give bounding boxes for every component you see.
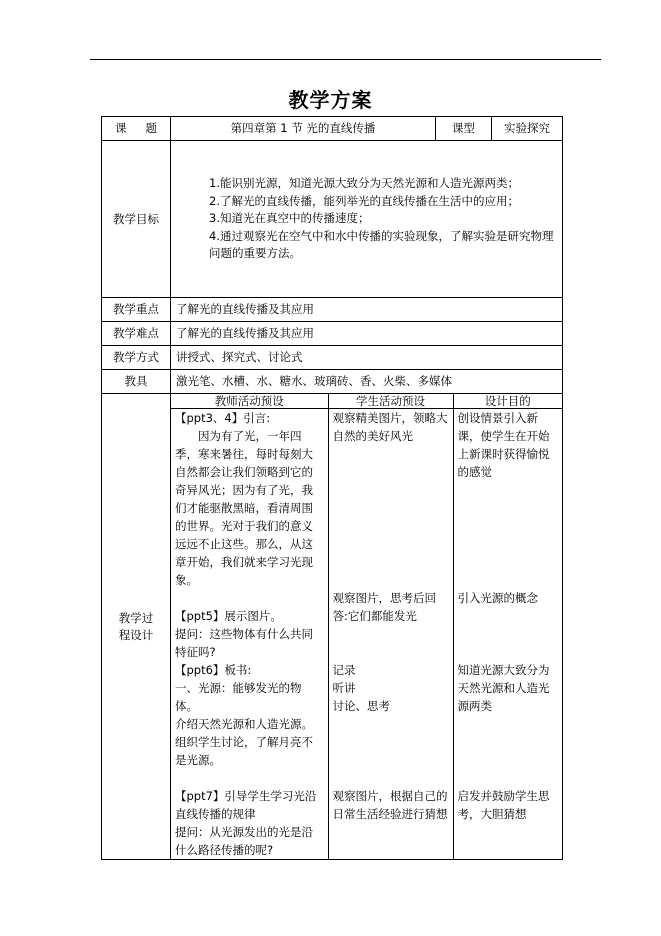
teacher-step-3-line: 组织学生讨论，了解月亮不是光源。 — [175, 735, 313, 767]
process-body-row — [171, 409, 562, 860]
design-purposes — [453, 409, 562, 860]
process-table — [171, 394, 562, 859]
document-title: 教学方案 — [288, 88, 373, 112]
student-step-3-line: 听讲 — [332, 681, 356, 695]
difficulty-row — [102, 322, 563, 346]
student-step-2: 观察图片，思考后回答:它们都能发光 — [332, 591, 436, 623]
key-point-row — [102, 298, 563, 322]
teacher-step-2-heading: 【ppt5】展示图片。 — [175, 609, 282, 623]
objective-item: 2.了解光的直线传播，能列举光的直线传播在生活中的应用； — [209, 193, 519, 208]
teacher-step-1-heading: 【ppt3、4】引言: — [175, 411, 271, 425]
objectives-list — [171, 141, 563, 298]
objectives-label: 教学目标 — [102, 141, 171, 298]
difficulty-label: 教学难点 — [102, 322, 171, 346]
objective-item: 3.知道光在真空中的传播速度； — [209, 211, 370, 225]
tools-row — [102, 370, 563, 394]
teacher-step-4-heading: 【ppt7】引导学生学习光沿直线传播的规律 — [175, 789, 317, 821]
key-point-label: 教学重点 — [102, 298, 171, 322]
teacher-step-2-question: 提问：这些物体有什么共同特征吗? — [175, 627, 313, 659]
header-rule — [90, 59, 601, 60]
teacher-column-header: 教师活动预设 — [171, 394, 328, 409]
student-column-header: 学生活动预设 — [328, 394, 453, 409]
teacher-step-4-question: 提问：从光源发出的光是沿什么路径传播的呢? — [175, 825, 313, 857]
student-step-3-line: 记录 — [332, 663, 356, 677]
objectives-row — [102, 141, 563, 298]
type-value: 实验探究 — [492, 117, 563, 141]
type-label: 课型 — [436, 117, 492, 141]
student-step-3-line: 讨论、思考 — [332, 699, 390, 713]
difficulty-value: 了解光的直线传播及其应用 — [171, 322, 563, 346]
tools-value: 激光笔、水槽、水、糖水、玻璃砖、香、火柴、多媒体 — [171, 370, 563, 394]
lesson-plan-table — [101, 116, 563, 860]
topic-row — [102, 117, 563, 141]
method-value: 讲授式、探究式、讨论式 — [171, 346, 563, 370]
method-row — [102, 346, 563, 370]
tools-label: 教具 — [102, 370, 171, 394]
teacher-step-1-text: 因为有了光，一年四季，寒来暑往，每时每刻大自然都会让我们领略到它的奇异风光；因为有了光，我们才能驱散黑暗，看清周围的世界。光对于我们的意义远远不止这些。那么，从这章开始，我们就来学习光现象。 — [175, 429, 313, 587]
purpose-column-header: 设计目的 — [453, 394, 562, 409]
method-label: 教学方式 — [102, 346, 171, 370]
student-step-4: 观察图片，根据自己的日常生活经验进行猜想 — [332, 789, 448, 821]
process-content — [171, 394, 563, 860]
teacher-activities — [171, 409, 328, 860]
topic-value: 第四章第 1 节 光的直线传播 — [171, 117, 436, 141]
student-step-1: 观察精美图片，领略大自然的美好风光 — [332, 411, 448, 443]
objective-item: 4.通过观察光在空气中和水中传播的实验现象，了解实验是研究物理问题的重要方法。 — [209, 228, 554, 260]
process-row — [102, 394, 563, 860]
purpose-step-1: 创设情景引入新课，使学生在开始上新课时获得愉悦的感觉 — [457, 411, 550, 479]
objective-item: 1.能识别光源，知道光源大致分为天然光源和人造光源两类； — [209, 176, 519, 190]
process-header-row — [171, 394, 562, 409]
purpose-step-3: 知道光源大致分为天然光源和人造光源两类 — [457, 663, 550, 713]
teacher-step-3-heading: 【ppt6】板书: — [175, 663, 252, 677]
topic-label: 课 题 — [102, 117, 171, 141]
student-activities — [328, 409, 453, 860]
purpose-step-4: 启发并鼓励学生思考，大胆猜想 — [457, 789, 550, 821]
process-label: 教学过程设计 — [102, 394, 171, 860]
teacher-step-3-line: 介绍天然光源和人造光源。 — [175, 717, 313, 731]
purpose-step-2: 引入光源的概念 — [457, 591, 538, 605]
teacher-step-3-line: 一、光源：能够发光的物体。 — [175, 681, 302, 713]
key-point-value: 了解光的直线传播及其应用 — [171, 298, 563, 322]
